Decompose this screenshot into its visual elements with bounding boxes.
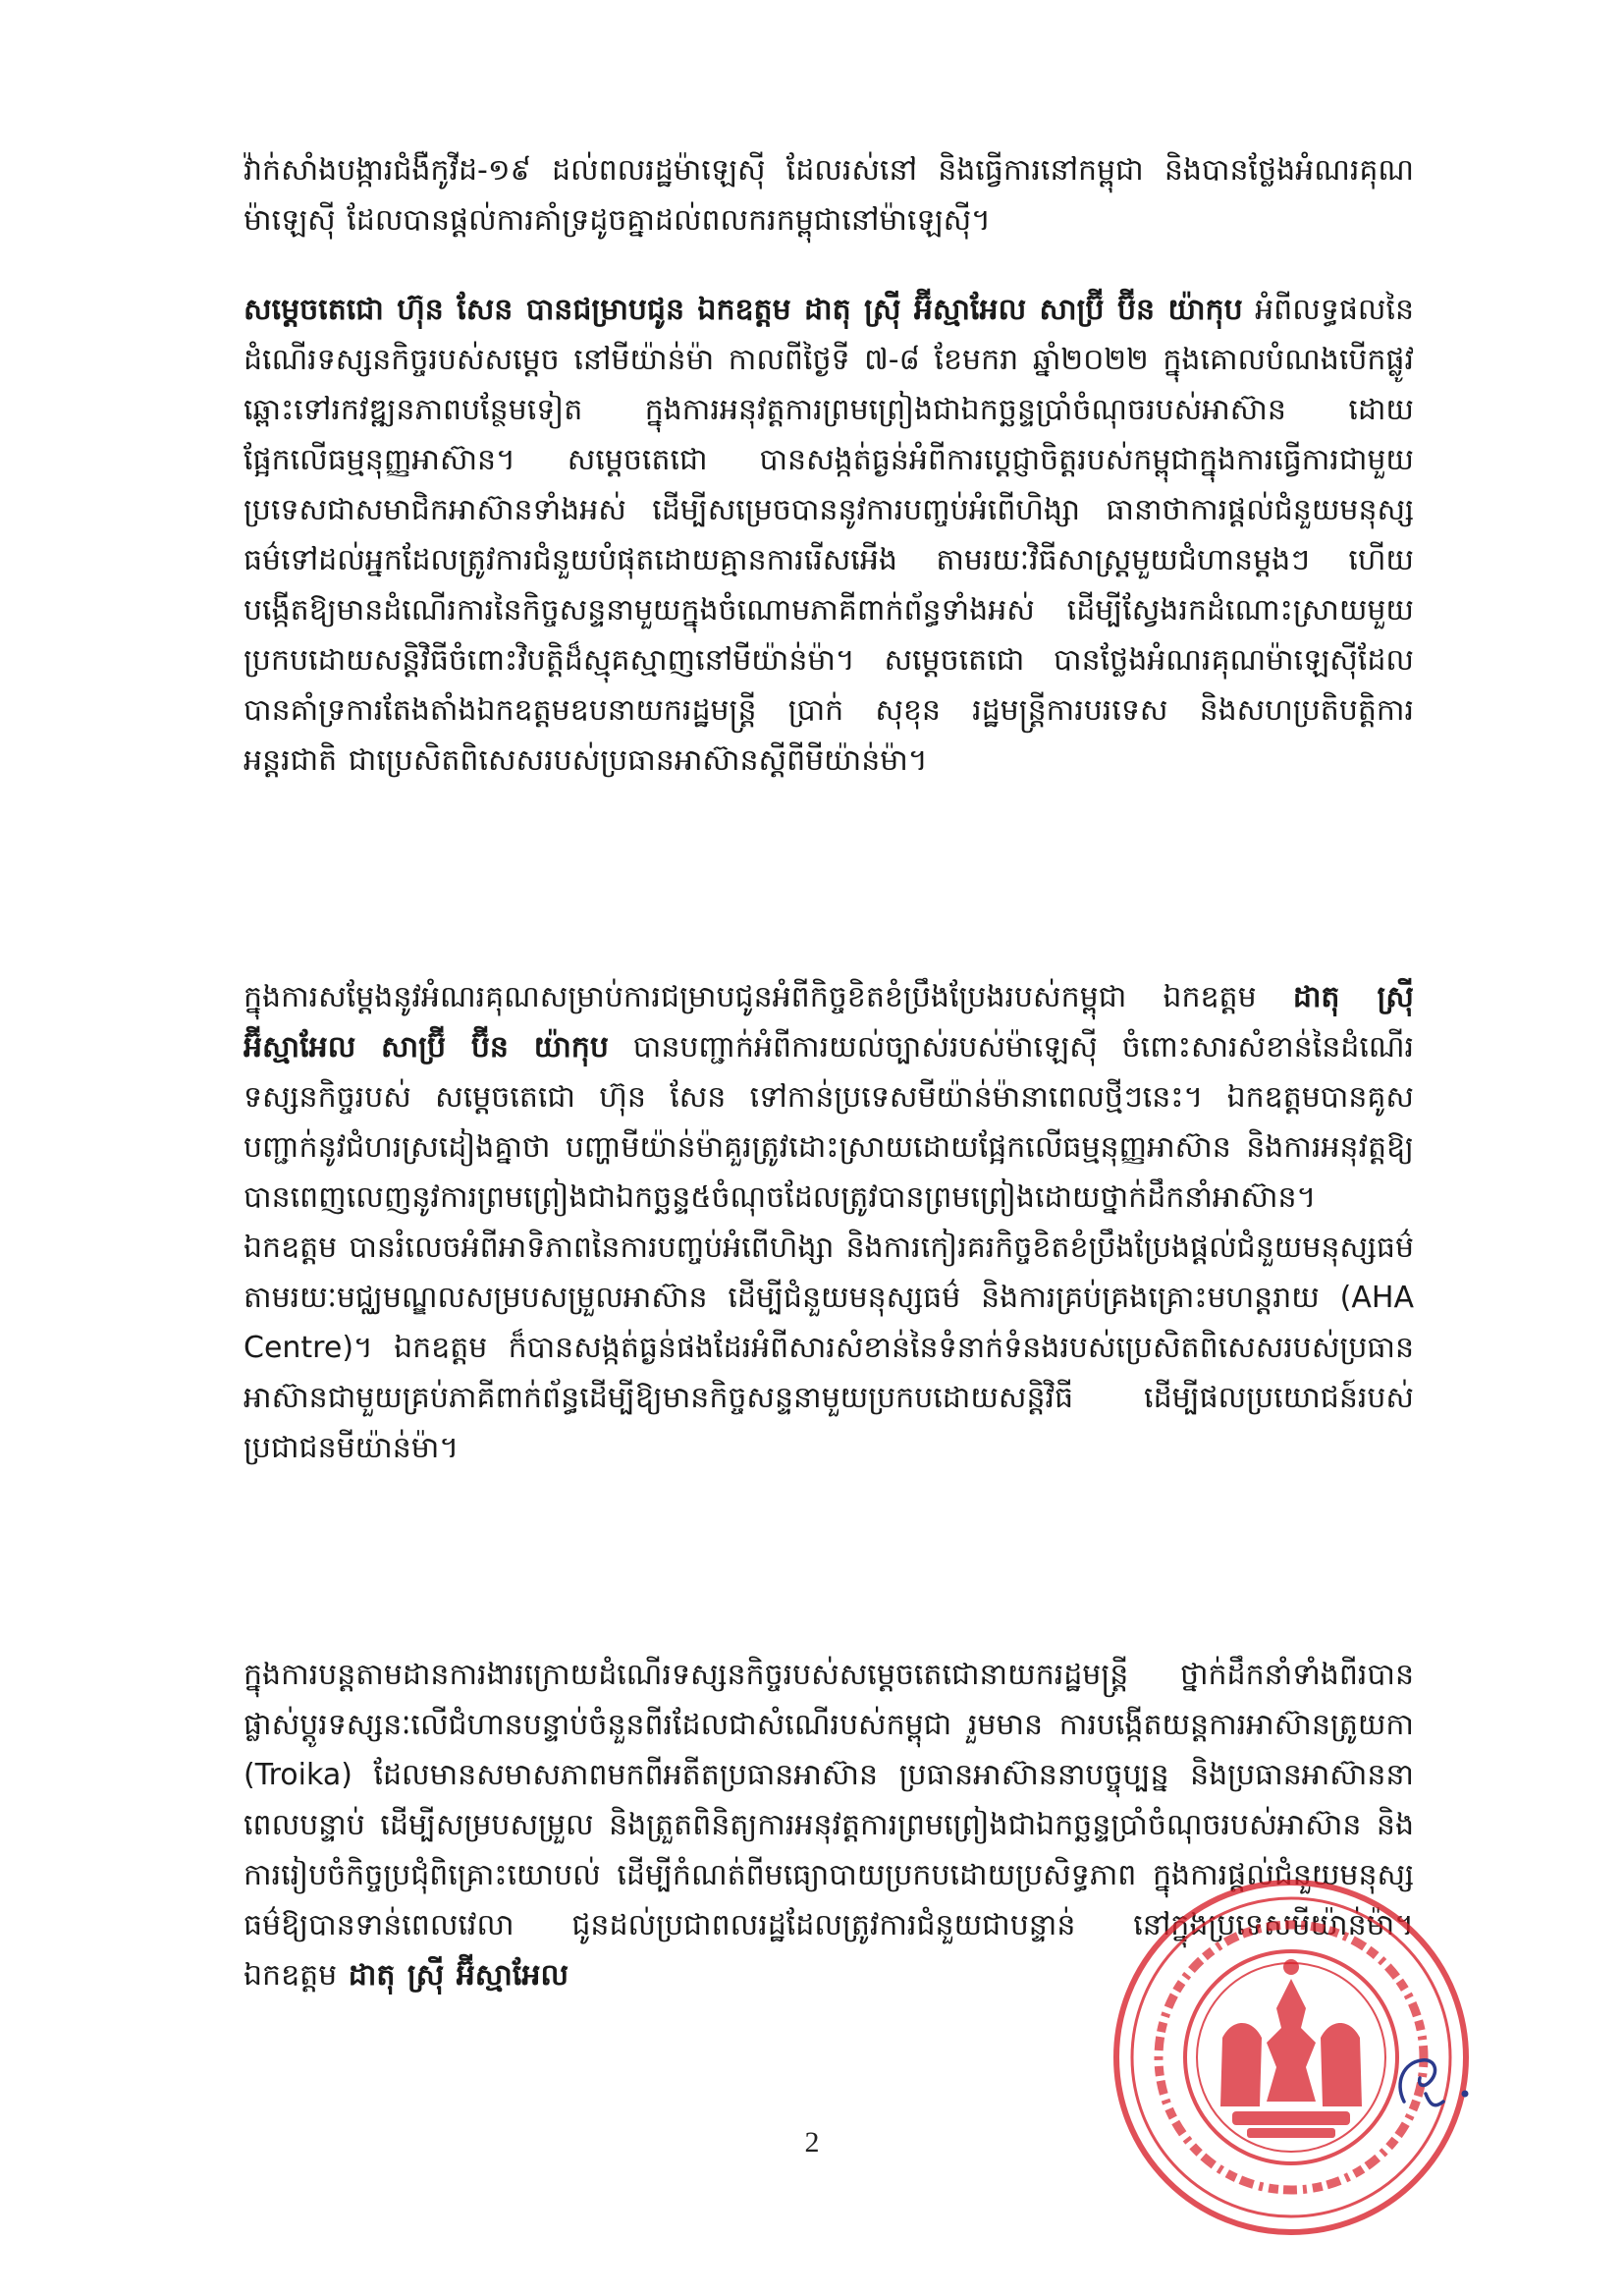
paragraph-1 — [244, 145, 1414, 269]
paragraph-2 — [244, 285, 1414, 809]
paragraph-4-body: ក្នុងការបន្តតាមដានការងារក្រោយដំណើរទស្សនកិច្ចរបស់សម្ដេចតេជោនាយករដ្ឋមន្ត្រី ថ្នាក់ដឹកនាំទាំងពីរបានផ្លាស់ប្ដូរទស្សនៈលើជំហានបន្ទាប់ចំនួនពីរដែលជាសំណើរបស់កម្ពុជា រួមមាន ការបង្កើតយន្តការអាស៊ានត្រូយកា (Troika) ដែលមានសមាសភាពមកពីអតីតប្រធានអាស៊ាន ប្រធានអាស៊ាននាបច្ចុប្បន្ន និងប្រធានអាស៊ាននាពេលបន្ទាប់ ដើម្បីសម្របសម្រួល និងត្រួតពិនិត្យការអនុវត្តការព្រមព្រៀងជាឯកច្ឆន្ទប្រាំចំណុចរបស់អាស៊ាន និងការរៀបចំកិច្ចប្រជុំពិគ្រោះយោបល់ ដើម្បីកំណត់ពីមធ្យោបាយប្រកបដោយប្រសិទ្ធភាព ក្នុងការផ្ដល់ជំនួយមនុស្សធម៌ឱ្យបានទាន់ពេលវេលា ជូនដល់ប្រជាពលរដ្ឋដែលត្រូវការជំនួយជាបន្ទាន់ នៅក្នុងប្រទេសមីយ៉ាន់ម៉ា។ ឯកឧត្ដម — [244, 1658, 1414, 1993]
page-number: 2 — [804, 2126, 820, 2159]
paragraph-3-name: ដាតុ ស្រ៊ី អ៊ីស្មាអែល សាប្រ៊ី ប៊ីន យ៉ាកុប — [244, 980, 1414, 1065]
signature-icon — [1375, 2043, 1483, 2121]
paragraph-3 — [244, 972, 1414, 1497]
paragraph-3-lead: ក្នុងការសម្ដែងនូវអំណរគុណសម្រាប់ការជម្រាបជូនអំពីកិច្ចខិតខំប្រឹងប្រែងរបស់កម្ពុជា ឯកឧត្ដម — [244, 980, 1293, 1014]
paragraph-1-text: វ៉ាក់សាំងបង្ការជំងឺកូវីដ-១៩ ដល់ពលរដ្ឋម៉ាឡេស៊ី ដែលរស់នៅ និងធ្វើការនៅកម្ពុជា និងបានថ្លែងអំណរគុណម៉ាឡេស៊ី ដែលបានផ្ដល់ការគាំទ្រដូចគ្នាដល់ពលករកម្ពុជានៅម៉ាឡេស៊ី។ — [244, 153, 1414, 238]
paragraph-4-name: ដាតុ ស្រ៊ី អ៊ីស្មាអែល — [348, 1958, 569, 1993]
paragraph-2-lead: សម្ដេចតេជោ ហ៊ុន សែន បានជម្រាបជូន ឯកឧត្ដម ដាតុ ស្រ៊ី អ៊ីស្មាអែល សាប្រ៊ី ប៊ីន យ៉ាកុប — [244, 293, 1243, 327]
paragraph-2-body: អំពីលទ្ធផលនៃដំណើរទស្សនកិច្ចរបស់សម្ដេច នៅមីយ៉ាន់ម៉ា កាលពីថ្ងៃទី ៧-៨ ខែមករា ឆ្នាំ២០២២ ក្នុងគោលបំណងបើកផ្លូវឆ្ពោះទៅរកវឌ្ឍនភាពបន្ថែមទៀត ក្នុងការអនុវត្តការព្រមព្រៀងជាឯកច្ឆន្ទប្រាំចំណុចរបស់អាស៊ាន ដោយផ្អែកលើធម្មនុញ្ញអាស៊ាន។ សម្ដេចតេជោ បានសង្កត់ធ្ងន់អំពីការប្ដេជ្ញាចិត្តរបស់កម្ពុជាក្នុងការធ្វើការជាមួយប្រទេសជាសមាជិកអាស៊ានទាំងអស់ ដើម្បីសម្រេចបាននូវការបញ្ចប់អំពើហិង្សា ធានាថាការផ្ដល់ជំនួយមនុស្សធម៌ទៅដល់អ្នកដែលត្រូវការជំនួយបំផុតដោយគ្មានការរើសអើង តាមរយៈវិធីសាស្ត្រមួយជំហានម្ដងៗ ហើយបង្កើតឱ្យមានដំណើរការនៃកិច្ចសន្ទនាមួយក្នុងចំណោមភាគីពាក់ព័ន្ធទាំងអស់ ដើម្បីស្វែងរកដំណោះស្រាយមួយប្រកបដោយសន្តិវិធីចំពោះវិបត្តិដ៏ស្មុគស្មាញនៅមីយ៉ាន់ម៉ា។ សម្ដេចតេជោ បានថ្លែងអំណរគុណម៉ាឡេស៊ីដែលបានគាំទ្រការតែងតាំងឯកឧត្ដមឧបនាយករដ្ឋមន្ត្រី ប្រាក់ សុខុន រដ្ឋមន្ត្រីការបរទេស និងសហប្រតិបត្តិការអន្តរជាតិ ជាប្រេសិតពិសេសរបស់ប្រធានអាស៊ានស្ដីពីមីយ៉ាន់ម៉ា។ — [244, 293, 1415, 778]
paragraph-3-body: បានបញ្ជាក់អំពីការយល់ច្បាស់របស់ម៉ាឡេស៊ី ចំពោះសារសំខាន់នៃដំណើរទស្សនកិច្ចរបស់ សម្ដេចតេជោ ហ៊ុន សែន ទៅកាន់ប្រទេសមីយ៉ាន់ម៉ានាពេលថ្មីៗនេះ។ ឯកឧត្ដមបានគូសបញ្ជាក់នូវជំហរស្រដៀងគ្នាថា បញ្ហាមីយ៉ាន់ម៉ាគួរត្រូវដោះស្រាយដោយផ្អែកលើធម្មនុញ្ញអាស៊ាន និងការអនុវត្តឱ្យបានពេញលេញនូវការព្រមព្រៀងជាឯកច្ឆន្ទ៥ចំណុចដែលត្រូវបានព្រមព្រៀងដោយថ្នាក់ដឹកនាំអាស៊ាន។ ឯកឧត្ដម បានរំលេចអំពីអាទិភាពនៃការបញ្ចប់អំពើហិង្សា និងការកៀរគរកិច្ចខិតខំប្រឹងប្រែងផ្ដល់ជំនួយមនុស្សធម៌ តាមរយៈមជ្ឈមណ្ឌលសម្របសម្រួលអាស៊ាន ដើម្បីជំនួយមនុស្សធម៌ និងការគ្រប់គ្រងគ្រោះមហន្តរាយ (AHA Centre)។ ឯកឧត្ដម ក៏បានសង្កត់ធ្ងន់ផងដែរអំពីសារសំខាន់នៃទំនាក់ទំនងរបស់ប្រេសិតពិសេសរបស់ប្រធានអាស៊ានជាមួយគ្រប់ភាគីពាក់ព័ន្ធដើម្បីឱ្យមានកិច្ចសន្ទនាមួយប្រកបដោយសន្តិវិធី ដើម្បីផលប្រយោជន៍របស់ប្រជាជនមីយ៉ាន់ម៉ា។ — [244, 1030, 1414, 1465]
